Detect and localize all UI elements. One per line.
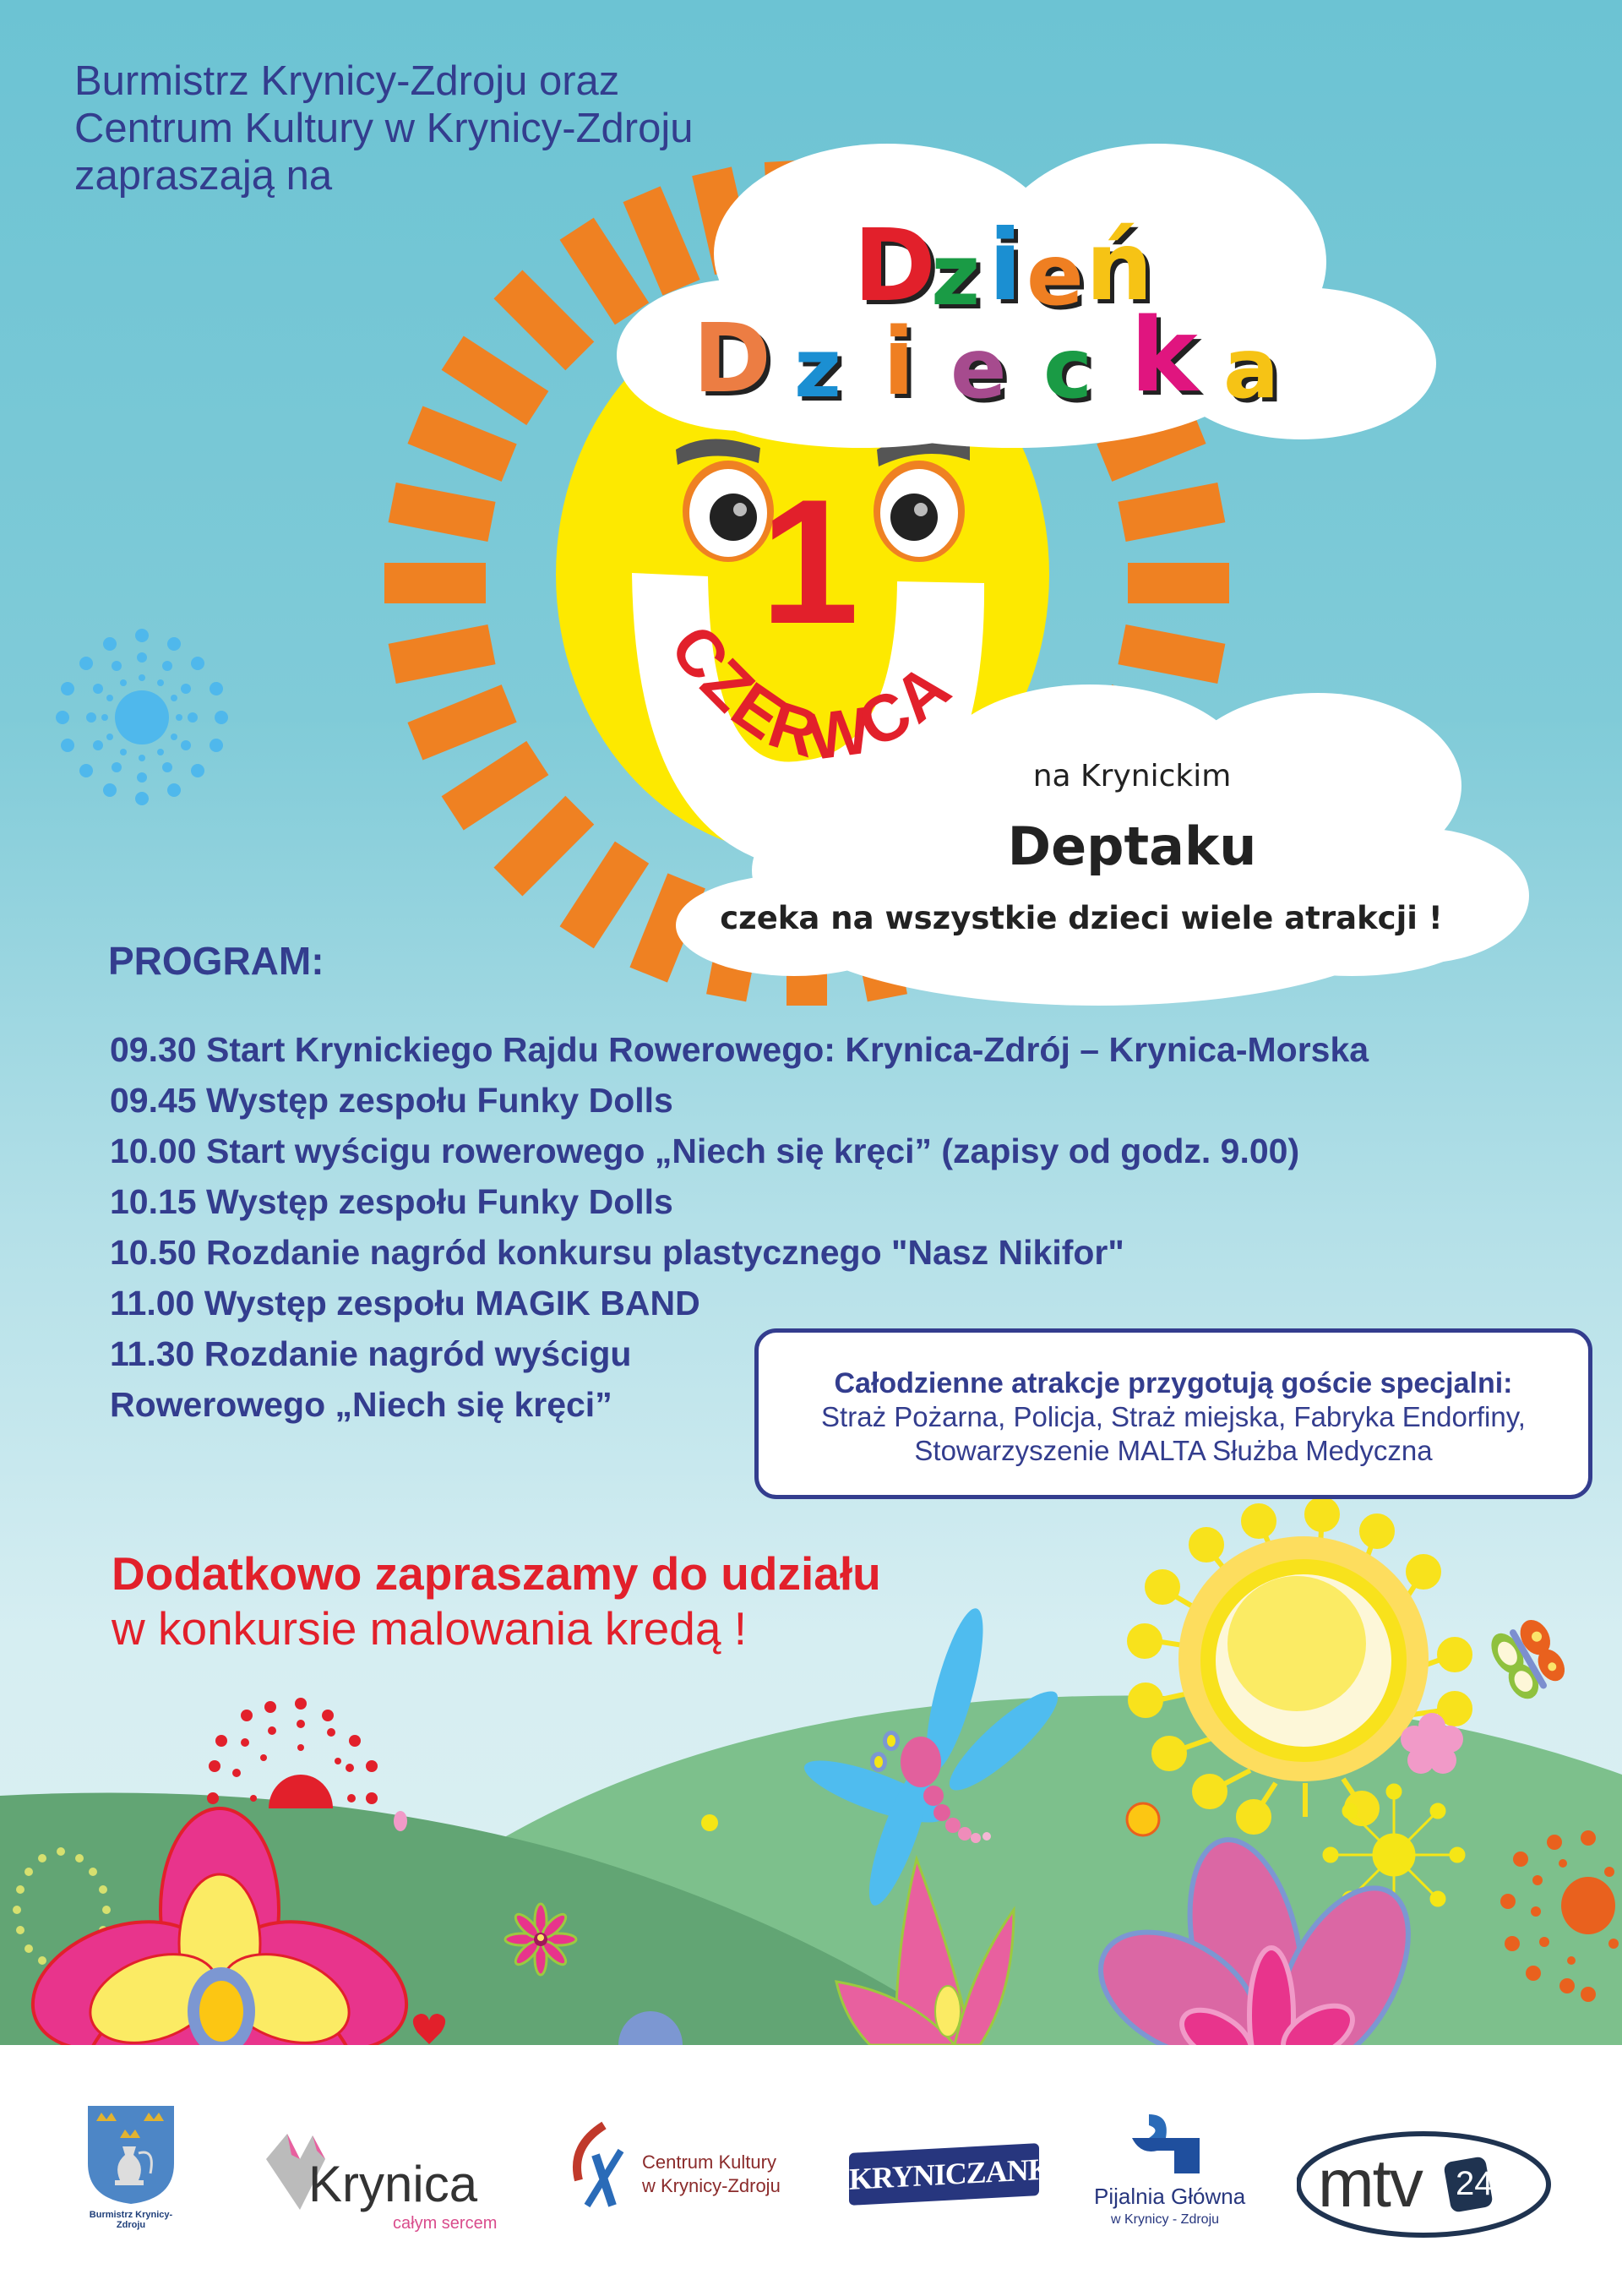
sponsor-krynica-tagline: całym sercem [393,2214,498,2233]
location-line-1: na Krynickim [1032,759,1232,794]
sponsor-ck-text [642,2151,781,2198]
butterfly-icon [1485,1612,1573,1704]
intro-line: Burmistrz Krynicy-Zdroju oraz [74,58,620,104]
location-line-2: Deptaku [1007,815,1257,877]
title-letter: i [988,209,1022,323]
program-item: 11.30 Rozdanie nagród wyścigu [110,1334,632,1373]
sponsor-pijalnia[interactable] [1090,2113,1250,2239]
sponsor-ck-line: w Krynicy-Zdroju [642,2175,781,2196]
intro-line: zapraszają na [74,153,333,199]
program-item: 09.30 Start Krynickiego Rajdu Rowerowego: Krynica-Zdrój – Krynica-Morska [110,1030,1369,1069]
guests-title: Całodzienne atrakcje przygotują goście specjalni: [834,1367,1513,1399]
sponsor-mtv-label: mtv [1318,2146,1422,2221]
date-day: 1 [760,462,859,661]
invite-line-1: Dodatkowo zapraszamy do udziału [112,1547,881,1600]
program-item: 10.15 Występ zespołu Funky Dolls [110,1182,673,1221]
sponsor-mtv24[interactable] [1297,2130,1559,2239]
date-month: CZERWCA [656,611,965,775]
title-letter: c [1043,321,1093,417]
sponsor-krynica[interactable] [249,2125,503,2244]
title-letter: a [1223,321,1280,417]
title-letter: z [794,321,841,416]
program-item: 11.00 Występ zespołu MAGIK BAND [110,1284,700,1323]
red-dotted-sun-icon [207,1698,378,1808]
special-guests-box [754,1328,1592,1499]
orange-dot-icon [1127,1803,1159,1835]
sponsor-ck-line: Centrum Kultury [642,2151,776,2173]
title-letter: z [931,226,981,324]
coat-of-arms-icon [84,2104,177,2206]
sponsor-centrum-kultury[interactable] [570,2121,807,2222]
sponsor-pijalnia-sub: w Krynicy - Zdroju [1111,2212,1220,2227]
ck-logo-icon [570,2121,629,2214]
program-item: 09.45 Występ zespołu Funky Dolls [110,1081,673,1120]
guests-line: Stowarzyszenie MALTA Służba Medyczna [914,1435,1433,1466]
program-item: 10.00 Start wyścigu rowerowego „Niech się kręci” (zapisy od godz. 9.00) [110,1132,1300,1170]
dot-icon [394,1811,407,1831]
intro-line: Centrum Kultury w Krynicy-Zdroju [74,106,694,151]
sponsor-kryniczanka[interactable] [849,2143,1072,2206]
small-flower-icon [505,1904,576,1975]
blue-dotted-sun-icon [56,629,228,805]
location-line-3: czeka na wszystkie dzieci wiele atrakcji ! [720,900,1443,936]
sponsor-kryniczanka-label: KRYNICZANKA [849,2151,1072,2196]
organizers-intro [74,57,693,199]
title-letter: e [1026,226,1084,324]
title-letter: D [853,207,936,324]
program-heading: PROGRAM: [108,939,324,983]
sponsor-caption: Burmistrz Krynicy-Zdroju [89,2210,173,2230]
sponsor-pijalnia-name: Pijalnia Główna [1094,2184,1246,2209]
guests-line: Straż Pożarna, Policja, Straż miejska, Fabryka Endorfiny, [821,1401,1526,1432]
program-item: 10.50 Rozdanie nagród konkursu plastycznego "Nasz Nikifor" [110,1233,1124,1272]
pg-logo-icon [1124,2113,1208,2180]
chalk-contest-invite [112,1546,881,1656]
sponsor-burmistrz[interactable] [84,2104,186,2230]
title-letter: k [1130,297,1198,415]
title-letter: i [883,308,915,416]
svg-text:CZERWCA [656,611,965,774]
invite-line-2: w konkursie malowania kredą ! [112,1602,748,1655]
sponsor-krynica-name: Krynica [308,2156,478,2212]
title-letter: e [950,321,1007,417]
sponsor-mtv-num: 24 [1456,2165,1494,2202]
sponsor-logos [0,2045,1622,2296]
title-letter: D [693,304,771,414]
program-item: Rowerowego „Niech się kręci” [110,1385,612,1424]
title-letter: ń [1086,212,1153,322]
dot-icon [701,1814,718,1831]
